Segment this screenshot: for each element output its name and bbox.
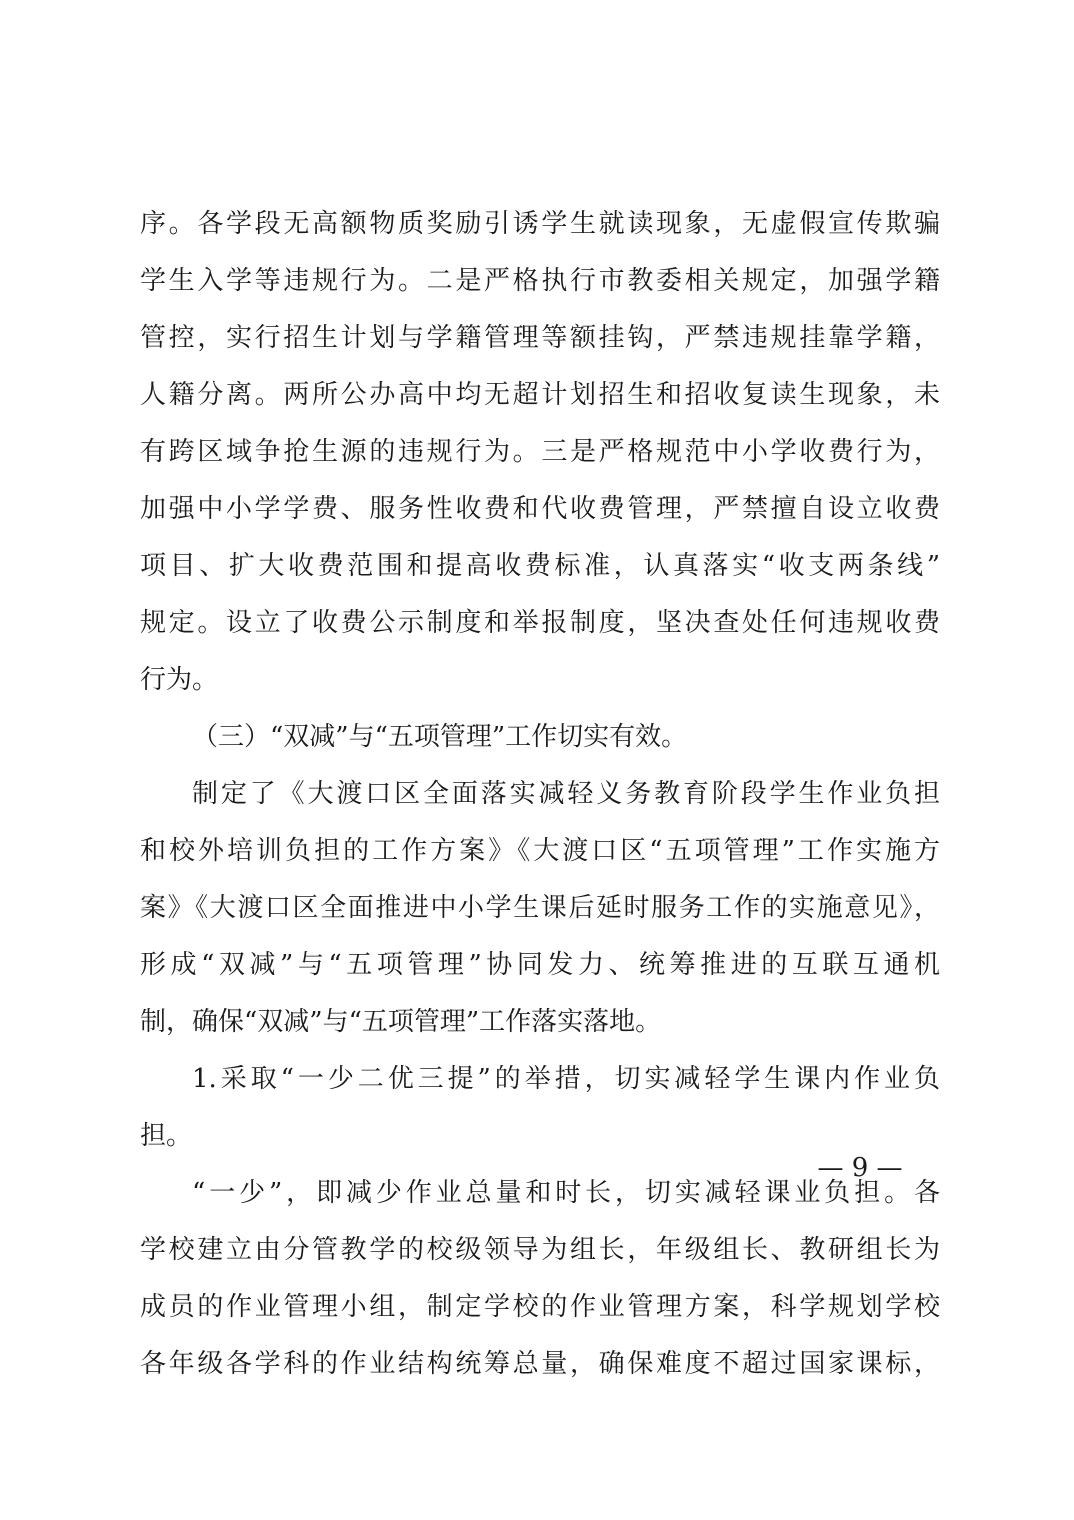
text-line: 学生入学等违规行为。二是严格执行市教委相关规定，加强学籍	[140, 266, 940, 296]
text-line: 形成“双减”与“五项管理”协同发力、统筹推进的互联互通机	[140, 950, 940, 980]
text-line: 项目、扩大收费范围和提高收费标准，认真落实“收支两条线”	[140, 551, 940, 581]
text-line: 案》《大渡口区全面推进中小学生课后延时服务工作的实施意见》，	[140, 893, 940, 923]
text-line: 和校外培训负担的工作方案》《大渡口区“五项管理”工作实施方	[140, 836, 940, 866]
body-text	[140, 196, 940, 1393]
text-line: 管控，实行招生计划与学籍管理等额挂钩，严禁违规挂靠学籍，	[140, 323, 940, 353]
subsection-heading: 1.采取“一少二优三提”的举措，切实减轻学生课内作业负	[192, 1064, 940, 1094]
text-line: 各年级各学科的作业结构统筹总量，确保难度不超过国家课标，	[140, 1349, 940, 1379]
text-line: 规定。设立了收费公示制度和举报制度，坚决查处任何违规收费	[140, 608, 940, 638]
text-line: 序。各学段无高额物质奖励引诱学生就读现象，无虚假宣传欺骗	[140, 209, 940, 239]
text-line: 人籍分离。两所公办高中均无超计划招生和招收复读生现象，未	[140, 380, 940, 410]
text-line: 成员的作业管理小组，制定学校的作业管理方案，科学规划学校	[140, 1292, 940, 1322]
page-number: — 9 —	[817, 1153, 903, 1183]
text-line: 制定了《大渡口区全面落实减轻义务教育阶段学生作业负担	[192, 779, 940, 809]
text-line: 制，确保“双减”与“五项管理”工作落实落地。	[140, 1007, 662, 1037]
text-line: 学校建立由分管教学的校级领导为组长，年级组长、教研组长为	[140, 1235, 940, 1265]
section-heading: （三）“双减”与“五项管理”工作切实有效。	[192, 722, 688, 752]
text-line: 有跨区域争抢生源的违规行为。三是严格规范中小学收费行为，	[140, 437, 940, 467]
text-line: “一少”，即减少作业总量和时长，切实减轻课业负担。各	[192, 1178, 940, 1208]
text-line: 行为。	[140, 665, 219, 695]
text-line: 加强中小学学费、服务性收费和代收费管理，严禁擅自设立收费	[140, 494, 940, 524]
text-line: 担。	[140, 1121, 193, 1151]
